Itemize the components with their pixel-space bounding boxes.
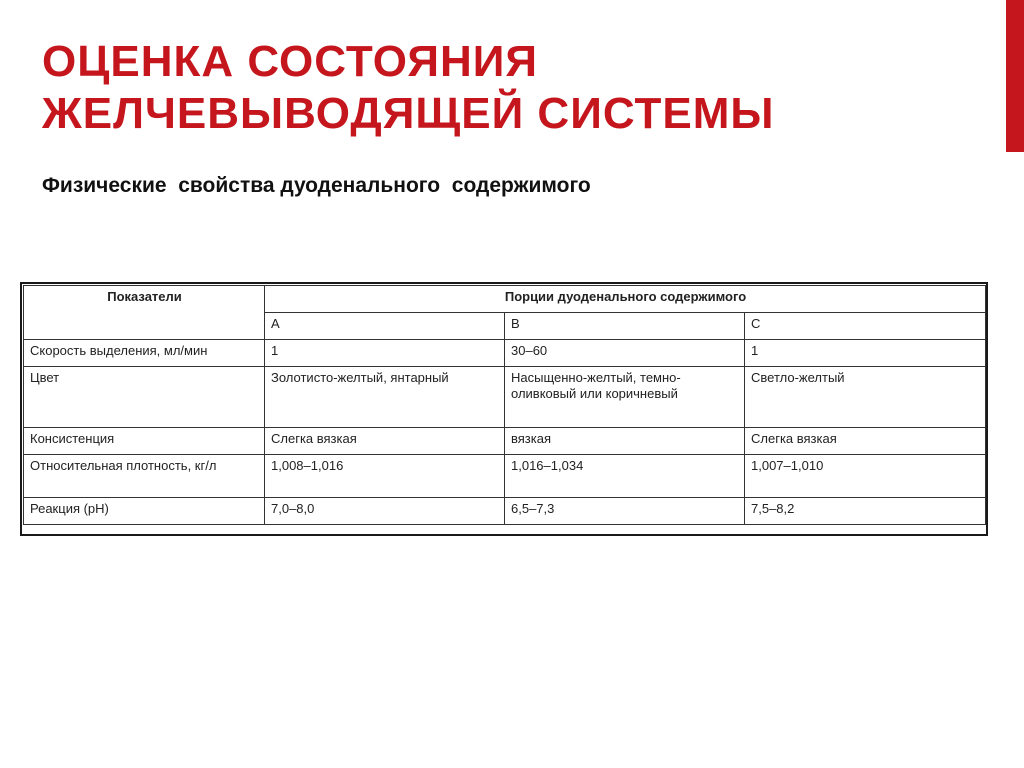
cell-c: 7,5–8,2 (745, 498, 986, 525)
cell-c: Слегка вязкая (745, 428, 986, 455)
cell-a: Слегка вязкая (265, 428, 505, 455)
slide-title (42, 36, 982, 140)
slide-title-line-1: ОЦЕНКА СОСТОЯНИЯ (42, 37, 539, 86)
slide-subtitle: Физические свойства дуоденального содержимого (42, 174, 591, 197)
cell-b: Насыщенно-желтый, темно-оливковый или коричневый (505, 367, 745, 428)
portion-label-b: B (505, 313, 745, 340)
table-row (24, 428, 986, 455)
row-label: Реакция (pH) (24, 498, 265, 525)
cell-c: 1 (745, 340, 986, 367)
cell-c: 1,007–1,010 (745, 455, 986, 498)
portion-label-a: A (265, 313, 505, 340)
cell-a: 1 (265, 340, 505, 367)
table-row (24, 340, 986, 367)
table-row (24, 455, 986, 498)
cell-a: 1,008–1,016 (265, 455, 505, 498)
accent-bar (1006, 0, 1024, 152)
row-label: Цвет (24, 367, 265, 428)
table-row (24, 367, 986, 428)
cell-b: вязкая (505, 428, 745, 455)
cell-b: 30–60 (505, 340, 745, 367)
table-header-row (24, 286, 986, 313)
row-label: Относительная плотность, кг/л (24, 455, 265, 498)
table-row (24, 498, 986, 525)
duodenal-properties-table (23, 285, 986, 525)
portion-label-c: C (745, 313, 986, 340)
cell-a: 7,0–8,0 (265, 498, 505, 525)
header-portions: Порции дуоденального содержимого (265, 286, 986, 313)
cell-b: 1,016–1,034 (505, 455, 745, 498)
cell-a: Золотисто-желтый, янтарный (265, 367, 505, 428)
cell-b: 6,5–7,3 (505, 498, 745, 525)
slide-title-line-2: ЖЕЛЧЕВЫВОДЯЩЕЙ СИСТЕМЫ (42, 89, 775, 138)
row-label: Консистенция (24, 428, 265, 455)
row-label: Скорость выделения, мл/мин (24, 340, 265, 367)
cell-c: Светло-желтый (745, 367, 986, 428)
header-indicators: Показатели (24, 286, 265, 340)
